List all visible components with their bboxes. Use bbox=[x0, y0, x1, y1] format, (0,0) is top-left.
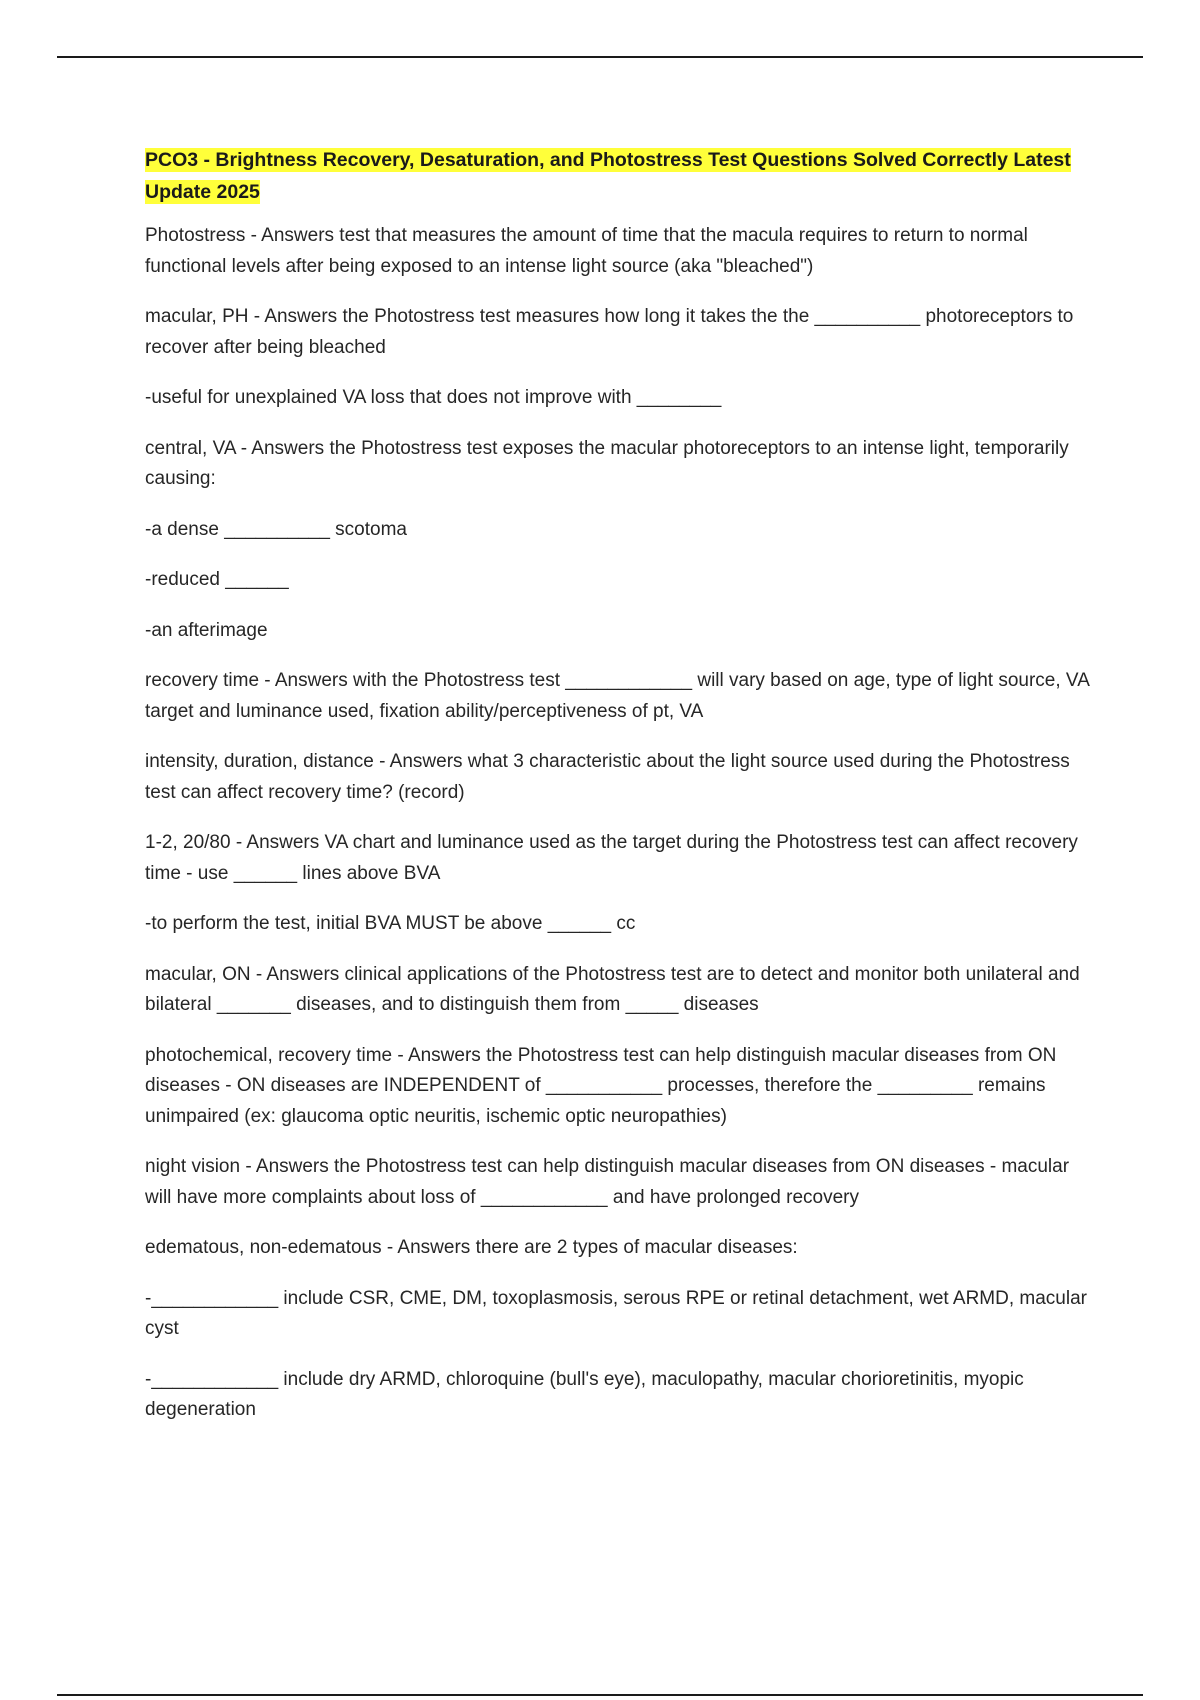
paragraph-night-vision: night vision - Answers the Photostress test can help distinguish macular diseases from ON diseases - macular will have more complaints about loss of ____________ and have prolonged recovery bbox=[145, 1156, 1075, 1208]
document-title bbox=[145, 144, 1090, 208]
document-body bbox=[145, 144, 1095, 1446]
page-bottom-rule bbox=[57, 1694, 1143, 1696]
paragraph-central-va: central, VA - Answers the Photostress test exposes the macular photoreceptors to an intense light, temporarily causing: bbox=[145, 437, 1075, 489]
paragraph-macular-disease-types: edematous, non-edematous - Answers there are 2 types of macular diseases: bbox=[145, 1237, 798, 1258]
paragraph-recovery-time: recovery time - Answers with the Photostress test ____________ will vary based on age, type of light source, VA target and luminance used, fixation ability/perceptiveness of pt, VA bbox=[145, 670, 1095, 722]
title-highlight: PCO3 - Brightness Recovery, Desaturation, and Photostress Test Questions Solved Correctly Latest Update 2025 bbox=[145, 149, 1071, 203]
paragraph-reduced: -reduced ______ bbox=[145, 569, 289, 590]
paragraph-macular-ph: macular, PH - Answers the Photostress test measures how long it takes the the __________ photoreceptors to recover after being bleached bbox=[145, 306, 1079, 358]
page-top-rule bbox=[57, 56, 1143, 58]
paragraph-light-source-characteristics: intensity, duration, distance - Answers what 3 characteristic about the light source used during the Photostress test can affect recovery time? (record) bbox=[145, 751, 1076, 803]
paragraph-unexplained-va-loss: -useful for unexplained VA loss that does not improve with ________ bbox=[145, 387, 722, 408]
paragraph-non-edematous-list: -____________ include dry ARMD, chloroquine (bull's eye), maculopathy, macular chorioretinitis, myopic degeneration bbox=[145, 1368, 1030, 1420]
paragraph-clinical-applications: macular, ON - Answers clinical applications of the Photostress test are to detect and monitor both unilateral and bilateral _______ diseases, and to distinguish them from _____ diseases bbox=[145, 963, 1085, 1015]
paragraph-va-chart-luminance: 1-2, 20/80 - Answers VA chart and luminance used as the target during the Photostress test can affect recovery time - use ______ lines above BVA bbox=[145, 832, 1084, 884]
paragraph-photostress-definition: Photostress - Answers test that measures the amount of time that the macula requires to return to normal functional levels after being exposed to an intense light source (aka "bleached") bbox=[145, 225, 1034, 277]
paragraph-edematous-list: -____________ include CSR, CME, DM, toxoplasmosis, serous RPE or retinal detachment, wet ARMD, macular cyst bbox=[145, 1287, 1093, 1339]
paragraph-afterimage: -an afterimage bbox=[145, 619, 268, 641]
paragraph-dense-scotoma: -a dense __________ scotoma bbox=[145, 518, 407, 540]
paragraph-initial-bva: -to perform the test, initial BVA MUST be above ______ cc bbox=[145, 913, 636, 934]
paragraph-photochemical: photochemical, recovery time - Answers the Photostress test can help distinguish macular diseases from ON diseases - ON diseases are INDEPENDENT of ___________ processes, therefore the _________ remains unimpaired (ex: glaucoma optic neuritis, ischemic optic neuropathies) bbox=[145, 1044, 1062, 1127]
